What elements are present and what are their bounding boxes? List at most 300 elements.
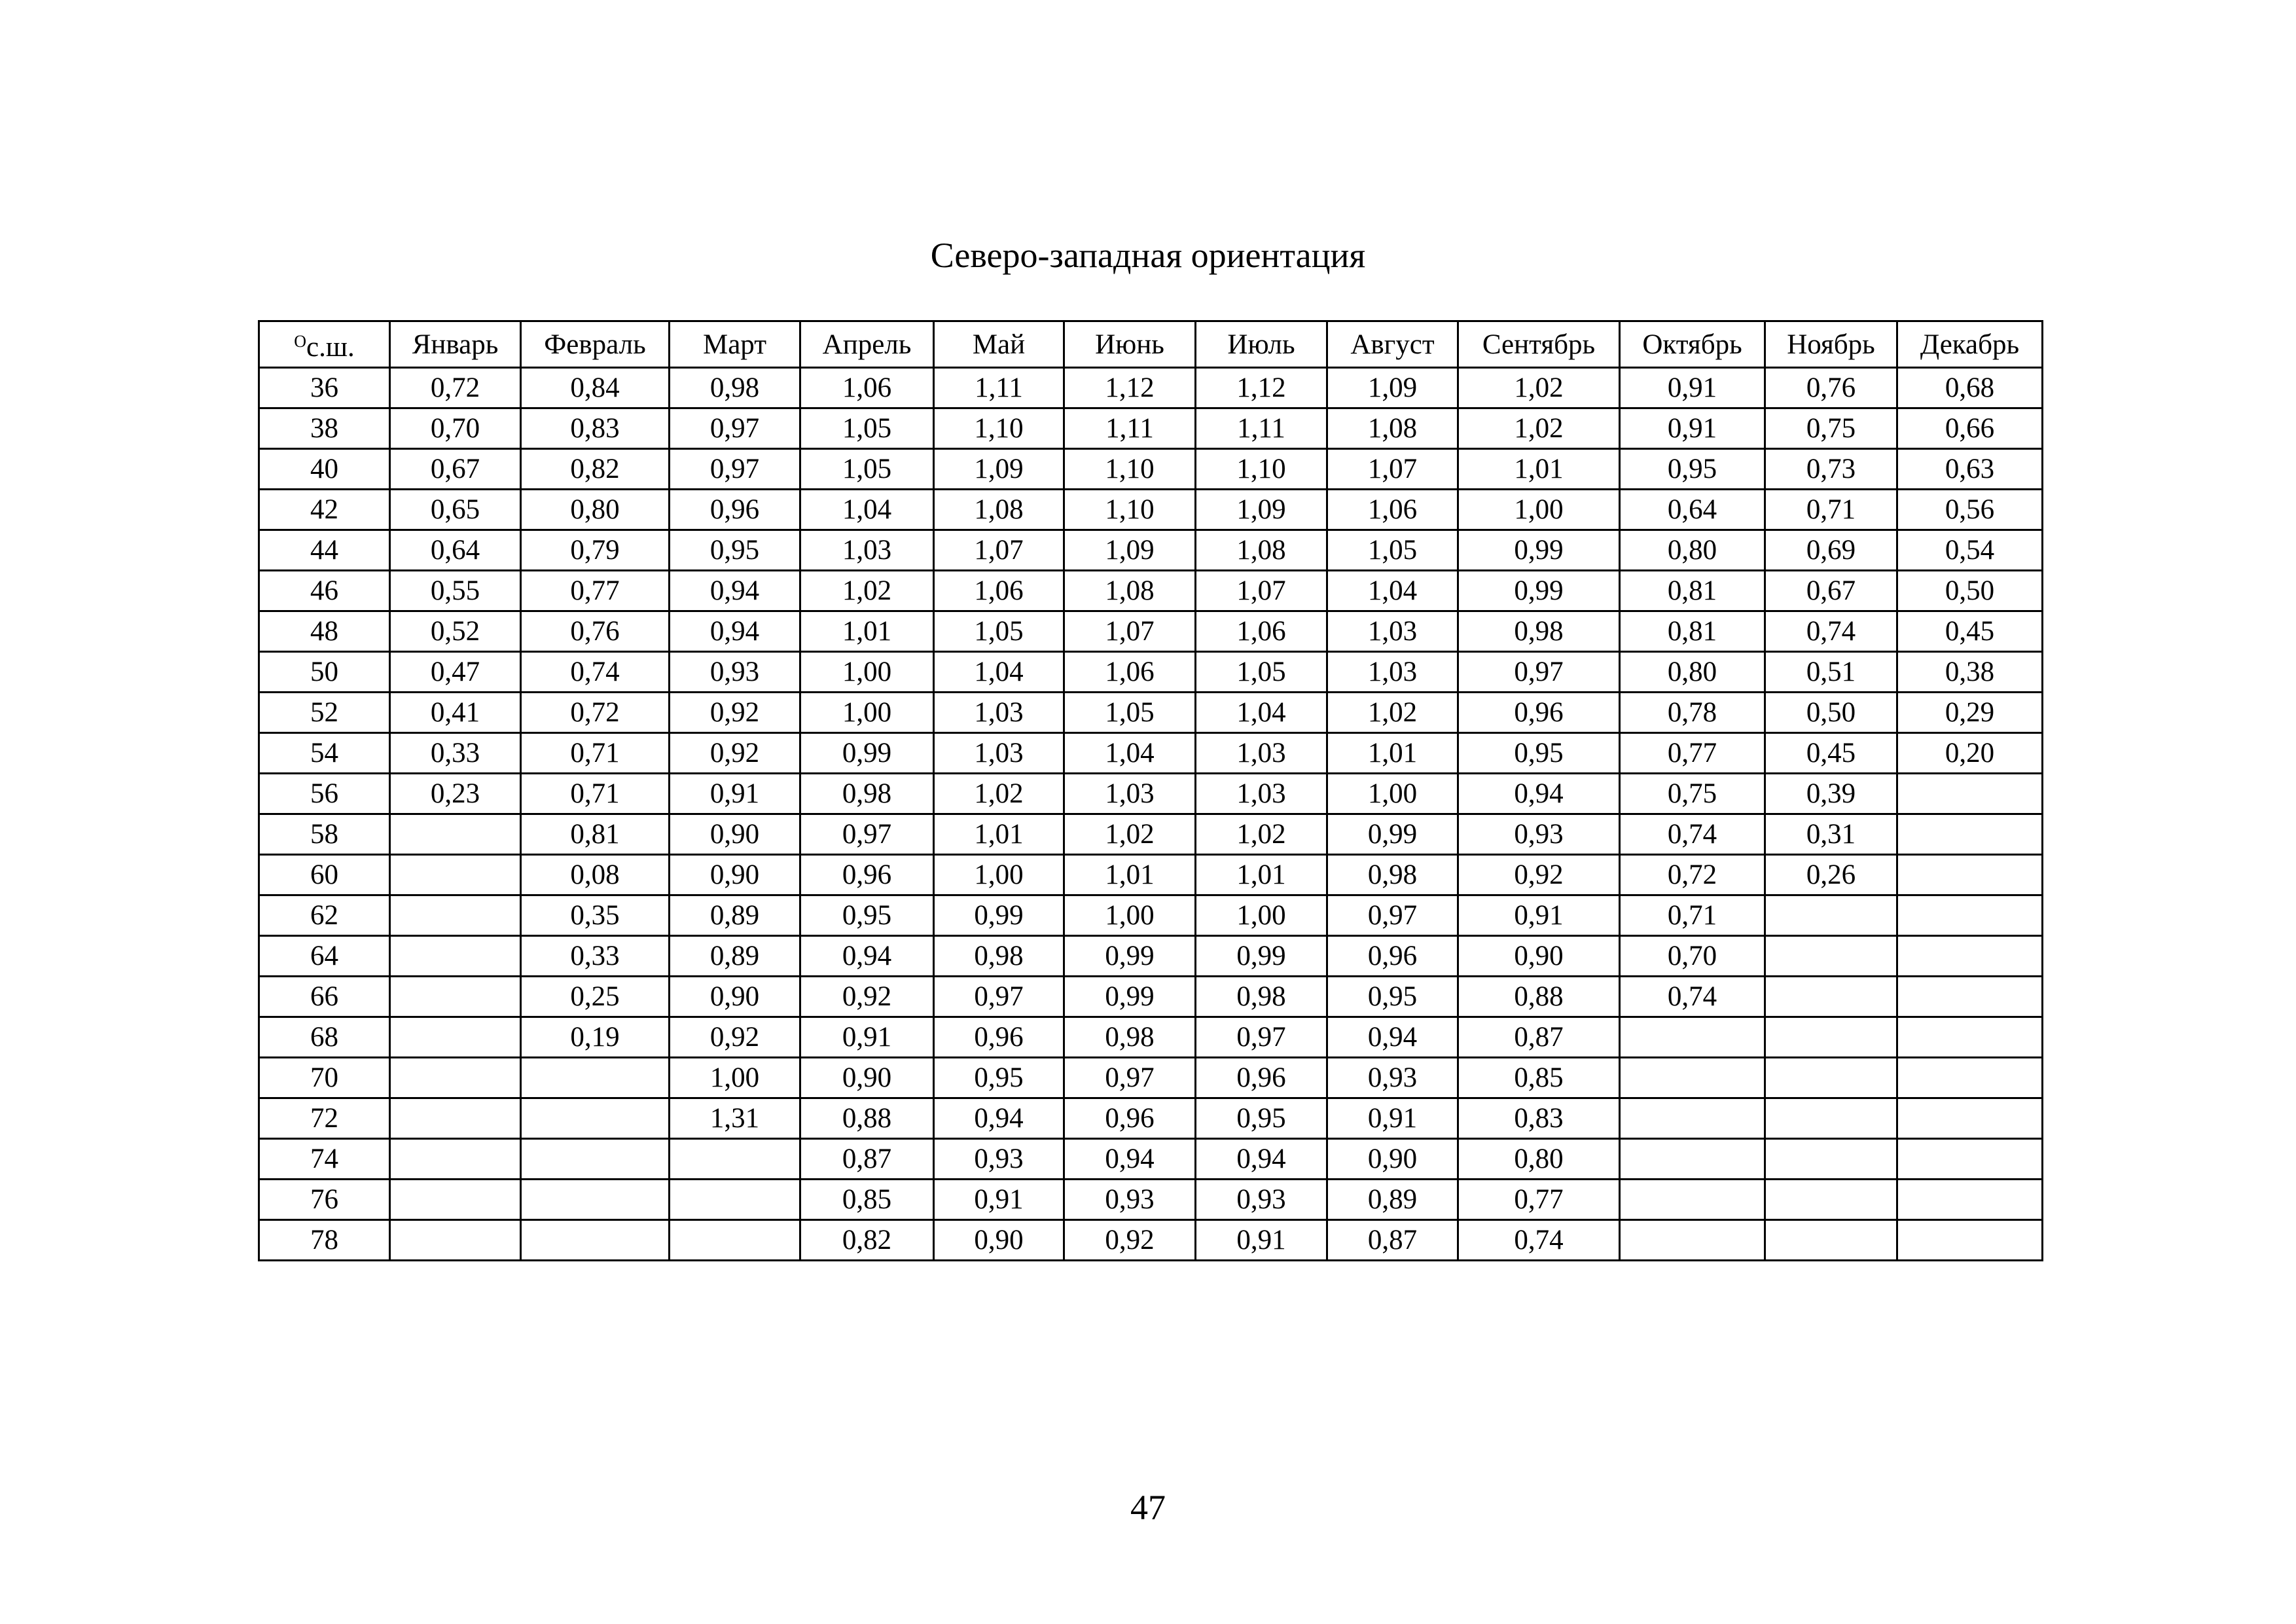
coefficient-cell	[1897, 1098, 2043, 1139]
coefficient-cell	[521, 1139, 670, 1180]
month-column-header: Февраль	[521, 321, 670, 368]
coefficient-table-container	[258, 320, 2041, 1261]
coefficient-cell: 0,79	[521, 530, 670, 571]
table-row	[259, 814, 2043, 855]
month-column-header: Март	[670, 321, 800, 368]
coefficient-cell: 1,05	[1196, 652, 1327, 693]
month-column-header: Август	[1327, 321, 1458, 368]
coefficient-cell: 1,01	[934, 814, 1064, 855]
latitude-cell: 54	[259, 733, 390, 774]
latitude-cell: 46	[259, 571, 390, 611]
coefficient-cell: 0,72	[1620, 855, 1765, 895]
coefficient-cell: 0,74	[1458, 1220, 1620, 1261]
coefficient-cell	[390, 1220, 521, 1261]
coefficient-cell: 0,23	[390, 774, 521, 814]
coefficient-cell: 0,75	[1620, 774, 1765, 814]
coefficient-cell: 1,00	[1458, 490, 1620, 530]
table-row	[259, 733, 2043, 774]
coefficient-cell	[1897, 936, 2043, 977]
coefficient-cell: 1,06	[1064, 652, 1196, 693]
coefficient-cell: 0,77	[521, 571, 670, 611]
coefficient-cell	[1765, 1220, 1897, 1261]
coefficient-cell	[1620, 1058, 1765, 1098]
coefficient-cell: 0,99	[1064, 977, 1196, 1017]
coefficient-cell: 0,29	[1897, 693, 2043, 733]
coefficient-cell: 0,94	[670, 571, 800, 611]
coefficient-cell	[521, 1220, 670, 1261]
coefficient-cell: 1,03	[1327, 652, 1458, 693]
coefficient-cell: 0,95	[670, 530, 800, 571]
coefficient-cell: 0,83	[1458, 1098, 1620, 1139]
coefficient-cell: 0,74	[1765, 611, 1897, 652]
latitude-cell: 44	[259, 530, 390, 571]
coefficient-cell: 0,75	[1765, 408, 1897, 449]
coefficient-cell: 1,02	[1458, 408, 1620, 449]
coefficient-cell	[1620, 1098, 1765, 1139]
coefficient-cell: 0,95	[1327, 977, 1458, 1017]
coefficient-cell: 0,45	[1765, 733, 1897, 774]
coefficient-cell: 0,99	[1458, 571, 1620, 611]
coefficient-cell: 0,88	[800, 1098, 934, 1139]
coefficient-cell: 0,87	[1458, 1017, 1620, 1058]
latitude-cell: 58	[259, 814, 390, 855]
coefficient-cell	[1765, 977, 1897, 1017]
coefficient-cell: 0,98	[1327, 855, 1458, 895]
page-title: Северо-западная ориентация	[930, 236, 1366, 275]
coefficient-cell	[670, 1180, 800, 1220]
coefficient-cell: 0,91	[800, 1017, 934, 1058]
latitude-cell: 40	[259, 449, 390, 490]
coefficient-cell: 0,64	[1620, 490, 1765, 530]
coefficient-cell	[521, 1058, 670, 1098]
coefficient-cell: 0,92	[800, 977, 934, 1017]
coefficient-cell: 0,97	[670, 449, 800, 490]
coefficient-cell: 0,77	[1458, 1180, 1620, 1220]
coefficient-cell: 1,05	[800, 408, 934, 449]
coefficient-cell: 1,11	[1196, 408, 1327, 449]
coefficient-cell: 1,00	[1196, 895, 1327, 936]
coefficient-cell	[521, 1098, 670, 1139]
coefficient-cell: 1,10	[1196, 449, 1327, 490]
latitude-cell: 68	[259, 1017, 390, 1058]
coefficient-cell: 1,02	[800, 571, 934, 611]
coefficient-cell: 1,05	[1327, 530, 1458, 571]
coefficient-cell: 1,02	[1196, 814, 1327, 855]
coefficient-cell: 1,04	[934, 652, 1064, 693]
coefficient-cell: 0,93	[670, 652, 800, 693]
coefficient-cell: 0,52	[390, 611, 521, 652]
latitude-cell: 72	[259, 1098, 390, 1139]
coefficient-cell: 0,90	[670, 977, 800, 1017]
coefficient-cell: 0,33	[521, 936, 670, 977]
coefficient-cell: 0,67	[390, 449, 521, 490]
coefficient-cell: 1,06	[1327, 490, 1458, 530]
coefficient-cell: 0,91	[1620, 368, 1765, 408]
coefficient-cell: 0,71	[1620, 895, 1765, 936]
month-column-header: Май	[934, 321, 1064, 368]
coefficient-cell	[1765, 895, 1897, 936]
coefficient-cell: 1,04	[1327, 571, 1458, 611]
coefficient-cell: 0,47	[390, 652, 521, 693]
coefficient-cell: 0,95	[1458, 733, 1620, 774]
latitude-cell: 66	[259, 977, 390, 1017]
coefficient-cell: 0,94	[800, 936, 934, 977]
coefficient-cell: 0,92	[670, 693, 800, 733]
coefficient-cell	[1897, 774, 2043, 814]
coefficient-cell: 1,02	[1458, 368, 1620, 408]
coefficient-cell: 0,31	[1765, 814, 1897, 855]
coefficient-cell: 1,08	[1196, 530, 1327, 571]
coefficient-cell: 0,19	[521, 1017, 670, 1058]
coefficient-cell: 1,09	[934, 449, 1064, 490]
coefficient-cell: 0,94	[934, 1098, 1064, 1139]
coefficient-cell: 1,07	[1064, 611, 1196, 652]
coefficient-cell: 1,05	[934, 611, 1064, 652]
coefficient-cell: 1,06	[800, 368, 934, 408]
coefficient-cell: 1,07	[1196, 571, 1327, 611]
coefficient-cell	[1897, 895, 2043, 936]
latitude-cell: 36	[259, 368, 390, 408]
latitude-cell: 76	[259, 1180, 390, 1220]
coefficient-cell	[1765, 1058, 1897, 1098]
coefficient-cell	[1765, 1180, 1897, 1220]
month-column-header: Ноябрь	[1765, 321, 1897, 368]
coefficient-cell: 0,85	[800, 1180, 934, 1220]
table-row	[259, 1220, 2043, 1261]
coefficient-cell: 0,95	[1196, 1098, 1327, 1139]
coefficient-cell: 0,96	[670, 490, 800, 530]
coefficient-cell	[390, 1180, 521, 1220]
coefficient-cell: 1,00	[800, 693, 934, 733]
degree-symbol: O	[294, 332, 307, 351]
coefficient-cell: 1,10	[1064, 490, 1196, 530]
coefficient-cell: 0,91	[934, 1180, 1064, 1220]
coefficient-cell: 0,95	[1620, 449, 1765, 490]
coefficient-cell: 0,93	[1196, 1180, 1327, 1220]
coefficient-cell: 0,56	[1897, 490, 2043, 530]
coefficient-cell: 0,98	[1458, 611, 1620, 652]
coefficient-cell: 0,87	[1327, 1220, 1458, 1261]
coefficient-cell: 1,09	[1064, 530, 1196, 571]
coefficient-cell: 1,08	[1327, 408, 1458, 449]
coefficient-cell: 0,89	[670, 936, 800, 977]
coefficient-cell: 0,74	[1620, 977, 1765, 1017]
coefficient-cell: 0,90	[670, 814, 800, 855]
coefficient-cell: 0,90	[1458, 936, 1620, 977]
coefficient-cell: 0,97	[800, 814, 934, 855]
month-column-header: Сентябрь	[1458, 321, 1620, 368]
coefficient-cell: 0,25	[521, 977, 670, 1017]
coefficient-cell: 1,05	[800, 449, 934, 490]
coefficient-cell	[390, 855, 521, 895]
coefficient-cell	[390, 1058, 521, 1098]
coefficient-cell: 0,50	[1765, 693, 1897, 733]
coefficient-cell: 0,99	[1064, 936, 1196, 977]
latitude-column-header	[259, 321, 390, 368]
month-column-header: Декабрь	[1897, 321, 2043, 368]
coefficient-cell	[1897, 1220, 2043, 1261]
coefficient-cell: 0,92	[670, 733, 800, 774]
coefficient-cell: 0,99	[1458, 530, 1620, 571]
coefficient-cell: 0,45	[1897, 611, 2043, 652]
coefficient-cell: 1,00	[670, 1058, 800, 1098]
coefficient-cell	[390, 936, 521, 977]
coefficient-cell: 0,81	[1620, 611, 1765, 652]
coefficient-cell: 0,91	[1458, 895, 1620, 936]
coefficient-cell	[1620, 1017, 1765, 1058]
coefficient-cell: 0,39	[1765, 774, 1897, 814]
coefficient-cell: 0,76	[1765, 368, 1897, 408]
latitude-cell: 50	[259, 652, 390, 693]
coefficient-cell: 0,64	[390, 530, 521, 571]
coefficient-cell: 1,09	[1196, 490, 1327, 530]
coefficient-cell: 0,50	[1897, 571, 2043, 611]
latitude-cell: 42	[259, 490, 390, 530]
coefficient-cell: 0,08	[521, 855, 670, 895]
coefficient-cell: 0,91	[1620, 408, 1765, 449]
table-row	[259, 408, 2043, 449]
coefficient-cell: 1,03	[934, 733, 1064, 774]
coefficient-cell: 0,96	[800, 855, 934, 895]
coefficient-cell: 0,92	[1458, 855, 1620, 895]
coefficient-cell: 0,77	[1620, 733, 1765, 774]
coefficient-cell: 0,98	[934, 936, 1064, 977]
table-row	[259, 1058, 2043, 1098]
coefficient-cell: 1,11	[1064, 408, 1196, 449]
coefficient-cell: 0,90	[934, 1220, 1064, 1261]
coefficient-cell: 1,08	[1064, 571, 1196, 611]
coefficient-cell	[1897, 1180, 2043, 1220]
coefficient-cell: 0,89	[670, 895, 800, 936]
coefficient-cell: 1,03	[934, 693, 1064, 733]
coefficient-cell: 0,98	[1196, 977, 1327, 1017]
coefficient-cell: 0,88	[1458, 977, 1620, 1017]
coefficient-cell: 0,99	[800, 733, 934, 774]
coefficient-cell: 0,97	[1458, 652, 1620, 693]
table-body	[259, 368, 2043, 1261]
coefficient-cell: 0,80	[1620, 652, 1765, 693]
coefficient-cell: 1,01	[1064, 855, 1196, 895]
coefficient-cell	[390, 1098, 521, 1139]
coefficient-cell: 1,01	[1458, 449, 1620, 490]
coefficient-cell: 0,83	[521, 408, 670, 449]
coefficient-cell: 0,85	[1458, 1058, 1620, 1098]
coefficient-cell: 0,96	[1196, 1058, 1327, 1098]
coefficient-cell: 1,08	[934, 490, 1064, 530]
coefficient-cell: 0,26	[1765, 855, 1897, 895]
coefficient-cell	[1620, 1139, 1765, 1180]
coefficient-cell: 1,07	[934, 530, 1064, 571]
coefficient-cell	[670, 1139, 800, 1180]
coefficient-cell: 1,02	[1064, 814, 1196, 855]
latitude-cell: 62	[259, 895, 390, 936]
coefficient-cell: 0,90	[1327, 1139, 1458, 1180]
coefficient-cell: 1,03	[1196, 774, 1327, 814]
coefficient-cell: 1,06	[1196, 611, 1327, 652]
table-row	[259, 1180, 2043, 1220]
month-column-header: Июль	[1196, 321, 1327, 368]
coefficient-cell: 0,80	[1458, 1139, 1620, 1180]
coefficient-cell: 1,12	[1196, 368, 1327, 408]
coefficient-cell: 1,07	[1327, 449, 1458, 490]
coefficient-cell: 0,96	[1064, 1098, 1196, 1139]
coefficient-cell: 0,99	[934, 895, 1064, 936]
coefficient-cell	[390, 1017, 521, 1058]
coefficient-cell: 0,71	[521, 774, 670, 814]
coefficient-cell: 0,90	[800, 1058, 934, 1098]
table-row	[259, 490, 2043, 530]
coefficient-cell: 0,69	[1765, 530, 1897, 571]
coefficient-cell: 0,35	[521, 895, 670, 936]
coefficient-cell: 1,03	[1064, 774, 1196, 814]
coefficient-cell: 1,00	[934, 855, 1064, 895]
table-row	[259, 774, 2043, 814]
coefficient-cell: 0,96	[1458, 693, 1620, 733]
coefficient-cell: 0,66	[1897, 408, 2043, 449]
coefficient-cell: 0,72	[390, 368, 521, 408]
coefficient-cell	[1765, 1017, 1897, 1058]
coefficient-cell: 0,65	[390, 490, 521, 530]
coefficient-cell: 0,67	[1765, 571, 1897, 611]
latitude-cell: 56	[259, 774, 390, 814]
table-row	[259, 855, 2043, 895]
table-row	[259, 977, 2043, 1017]
coefficient-cell	[390, 977, 521, 1017]
coefficient-cell: 0,96	[1327, 936, 1458, 977]
coefficient-cell: 1,04	[800, 490, 934, 530]
table-row	[259, 1017, 2043, 1058]
coefficient-cell: 0,98	[800, 774, 934, 814]
coefficient-cell: 0,87	[800, 1139, 934, 1180]
coefficient-cell: 1,02	[1327, 693, 1458, 733]
coefficient-cell: 0,70	[390, 408, 521, 449]
coefficient-cell: 1,10	[934, 408, 1064, 449]
table-row	[259, 1139, 2043, 1180]
coefficient-cell: 1,01	[800, 611, 934, 652]
coefficient-cell: 0,98	[1064, 1017, 1196, 1058]
coefficient-cell: 0,71	[521, 733, 670, 774]
latitude-cell: 78	[259, 1220, 390, 1261]
coefficient-cell: 0,97	[1196, 1017, 1327, 1058]
coefficient-cell: 1,12	[1064, 368, 1196, 408]
coefficient-cell: 0,89	[1327, 1180, 1458, 1220]
coefficient-cell: 0,93	[934, 1139, 1064, 1180]
coefficient-cell: 0,94	[1064, 1139, 1196, 1180]
coefficient-cell: 0,78	[1620, 693, 1765, 733]
month-column-header: Июнь	[1064, 321, 1196, 368]
latitude-cell: 52	[259, 693, 390, 733]
coefficient-cell	[670, 1220, 800, 1261]
table-row	[259, 652, 2043, 693]
table-row	[259, 571, 2043, 611]
coefficient-cell	[1765, 1098, 1897, 1139]
table-row	[259, 530, 2043, 571]
latitude-cell: 38	[259, 408, 390, 449]
coefficient-cell: 0,82	[800, 1220, 934, 1261]
coefficient-cell	[1620, 1180, 1765, 1220]
coefficient-cell	[1765, 936, 1897, 977]
coefficient-cell: 1,01	[1327, 733, 1458, 774]
page-number: 47	[1130, 1488, 1166, 1527]
coefficient-cell	[1897, 1139, 2043, 1180]
coefficient-cell: 1,03	[1327, 611, 1458, 652]
coefficient-cell: 0,38	[1897, 652, 2043, 693]
coefficient-cell: 0,71	[1765, 490, 1897, 530]
coefficient-cell: 0,68	[1897, 368, 2043, 408]
coefficient-cell: 0,94	[1327, 1017, 1458, 1058]
coefficient-cell: 1,03	[800, 530, 934, 571]
coefficient-cell: 0,94	[670, 611, 800, 652]
coefficient-cell: 0,41	[390, 693, 521, 733]
month-column-header: Октябрь	[1620, 321, 1765, 368]
coefficient-cell: 0,91	[670, 774, 800, 814]
table-row	[259, 895, 2043, 936]
table-row	[259, 611, 2043, 652]
coefficient-cell: 1,01	[1196, 855, 1327, 895]
coefficient-cell: 0,94	[1458, 774, 1620, 814]
month-column-header: Январь	[390, 321, 521, 368]
latitude-cell: 48	[259, 611, 390, 652]
latitude-cell: 74	[259, 1139, 390, 1180]
table-row	[259, 693, 2043, 733]
table-header-row	[259, 321, 2043, 368]
coefficient-cell: 0,81	[1620, 571, 1765, 611]
coefficient-cell: 0,99	[1196, 936, 1327, 977]
coefficient-cell: 0,70	[1620, 936, 1765, 977]
coefficient-cell: 1,00	[800, 652, 934, 693]
coefficient-cell: 0,55	[390, 571, 521, 611]
coefficient-cell: 0,99	[1327, 814, 1458, 855]
coefficient-cell	[1897, 855, 2043, 895]
coefficient-cell: 0,98	[670, 368, 800, 408]
coefficient-cell: 1,04	[1064, 733, 1196, 774]
coefficient-cell: 0,97	[670, 408, 800, 449]
coefficient-cell: 0,91	[1327, 1098, 1458, 1139]
latitude-cell: 64	[259, 936, 390, 977]
coefficient-cell: 0,84	[521, 368, 670, 408]
coefficient-cell: 0,93	[1458, 814, 1620, 855]
coefficient-cell: 0,54	[1897, 530, 2043, 571]
coefficient-cell	[1897, 1058, 2043, 1098]
coefficient-cell: 0,72	[521, 693, 670, 733]
table-row	[259, 449, 2043, 490]
coefficient-cell: 1,02	[934, 774, 1064, 814]
coefficient-cell	[1620, 1220, 1765, 1261]
coefficient-cell: 0,76	[521, 611, 670, 652]
coefficient-cell: 1,09	[1327, 368, 1458, 408]
latitude-unit-label: с.ш.	[306, 332, 355, 363]
coefficient-cell: 0,92	[670, 1017, 800, 1058]
coefficient-cell	[1897, 814, 2043, 855]
coefficient-cell: 1,06	[934, 571, 1064, 611]
coefficient-cell: 0,80	[1620, 530, 1765, 571]
coefficient-cell	[390, 1139, 521, 1180]
coefficient-cell: 0,96	[934, 1017, 1064, 1058]
coefficient-cell: 1,03	[1196, 733, 1327, 774]
coefficient-cell: 1,00	[1064, 895, 1196, 936]
coefficient-cell: 1,11	[934, 368, 1064, 408]
coefficient-cell: 0,91	[1196, 1220, 1327, 1261]
coefficient-cell: 1,04	[1196, 693, 1327, 733]
coefficient-cell	[521, 1180, 670, 1220]
table-row	[259, 368, 2043, 408]
coefficient-cell: 0,97	[1327, 895, 1458, 936]
coefficient-cell: 0,92	[1064, 1220, 1196, 1261]
coefficient-cell: 0,33	[390, 733, 521, 774]
coefficient-cell: 0,94	[1196, 1139, 1327, 1180]
coefficient-cell	[1897, 1017, 2043, 1058]
coefficient-cell: 1,31	[670, 1098, 800, 1139]
